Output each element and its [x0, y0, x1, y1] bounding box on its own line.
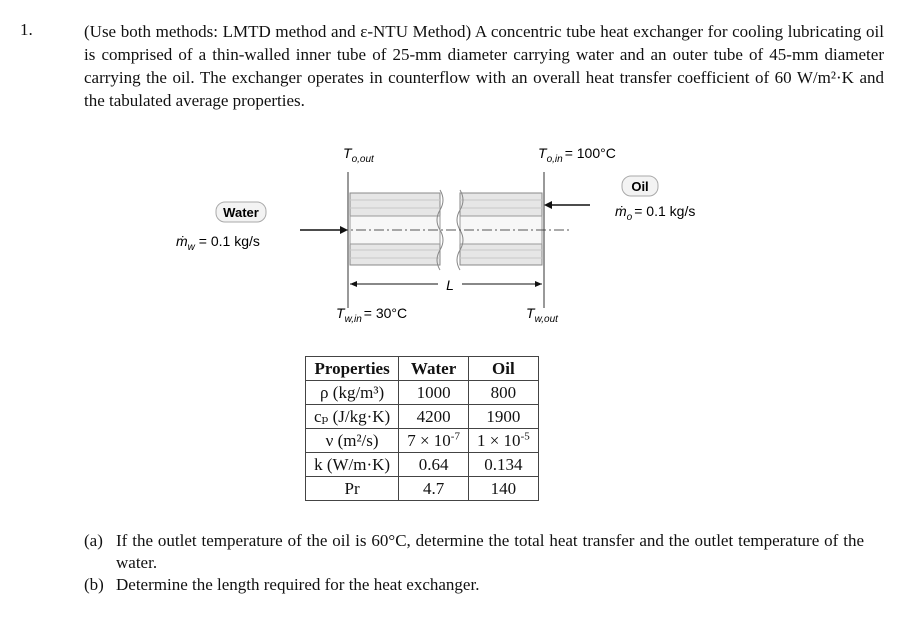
part-text: Determine the length required for the heat exchanger.	[116, 575, 480, 594]
property-name: cₚ (J/kg·K)	[306, 405, 399, 429]
length-label: L	[446, 277, 454, 293]
table-header-row	[306, 357, 539, 381]
property-name: Pr	[306, 477, 399, 501]
oil-flow-rate: ṁ$_o$ = 0.1 kg/s	[615, 203, 696, 223]
part-label: (b)	[84, 575, 104, 594]
water-outlet-label: $T_{w,out}$	[526, 305, 558, 325]
property-name: ρ (kg/m³)	[306, 381, 399, 405]
property-name: ν (m²/s)	[306, 429, 399, 453]
oil-value: 0.134	[468, 453, 538, 477]
oil-outlet-label: $T_{o,out}$	[343, 145, 374, 165]
part-b	[84, 574, 864, 596]
oil-inlet-arrow	[544, 201, 590, 209]
water-value: 4200	[399, 405, 469, 429]
water-inlet-label: $T_{w,in} = 30^\circ C$	[336, 305, 408, 325]
problem-statement: (Use both methods: LMTD method and ε-NTU Method) A concentric tube heat exchanger for cooling lubricating oil is comprised of a thin-walled inner tube of 25-mm diameter carrying water and an outer tube of 45-mm diameter carrying the oil. The exchanger operates in counterflow with an overall heat transfer coefficient of 60 W/m²·K and the tabulated average properties.	[84, 22, 884, 110]
water-value: 0.64	[399, 453, 469, 477]
part-text: If the outlet temperature of the oil is 60°C, determine the total heat transfer and the outlet temperature of the water.	[116, 531, 864, 572]
heat-exchanger-diagram	[160, 138, 700, 333]
oil-value: $1 \times 10^{-5}$	[468, 429, 538, 453]
table-row	[306, 405, 539, 429]
water-inlet-arrow	[300, 226, 348, 234]
water-tag	[216, 202, 266, 222]
table-row	[306, 429, 539, 453]
table-row	[306, 453, 539, 477]
svg-text:Oil: Oil	[631, 179, 649, 194]
table-row	[306, 381, 539, 405]
problem-number: 1.	[20, 20, 33, 39]
water-flow-rate: ṁ$_w$ = 0.1 kg/s	[176, 233, 260, 253]
water-value: 1000	[399, 381, 469, 405]
part-a	[84, 530, 864, 574]
header-properties: Properties	[306, 357, 399, 381]
oil-tag	[622, 176, 658, 196]
oil-inlet-label: $T_{o,in} = 100^\circ C$	[538, 145, 616, 165]
property-name: k (W/m·K)	[306, 453, 399, 477]
oil-value: 1900	[468, 405, 538, 429]
table-row	[306, 477, 539, 501]
question-parts	[84, 530, 864, 596]
header-water: Water	[399, 357, 469, 381]
water-value: 4.7	[399, 477, 469, 501]
header-oil: Oil	[468, 357, 538, 381]
part-label: (a)	[84, 531, 103, 550]
oil-value: 800	[468, 381, 538, 405]
svg-text:Water: Water	[223, 205, 259, 220]
oil-value: 140	[468, 477, 538, 501]
water-value: $7 \times 10^{-7}$	[399, 429, 469, 453]
properties-table	[305, 356, 539, 501]
